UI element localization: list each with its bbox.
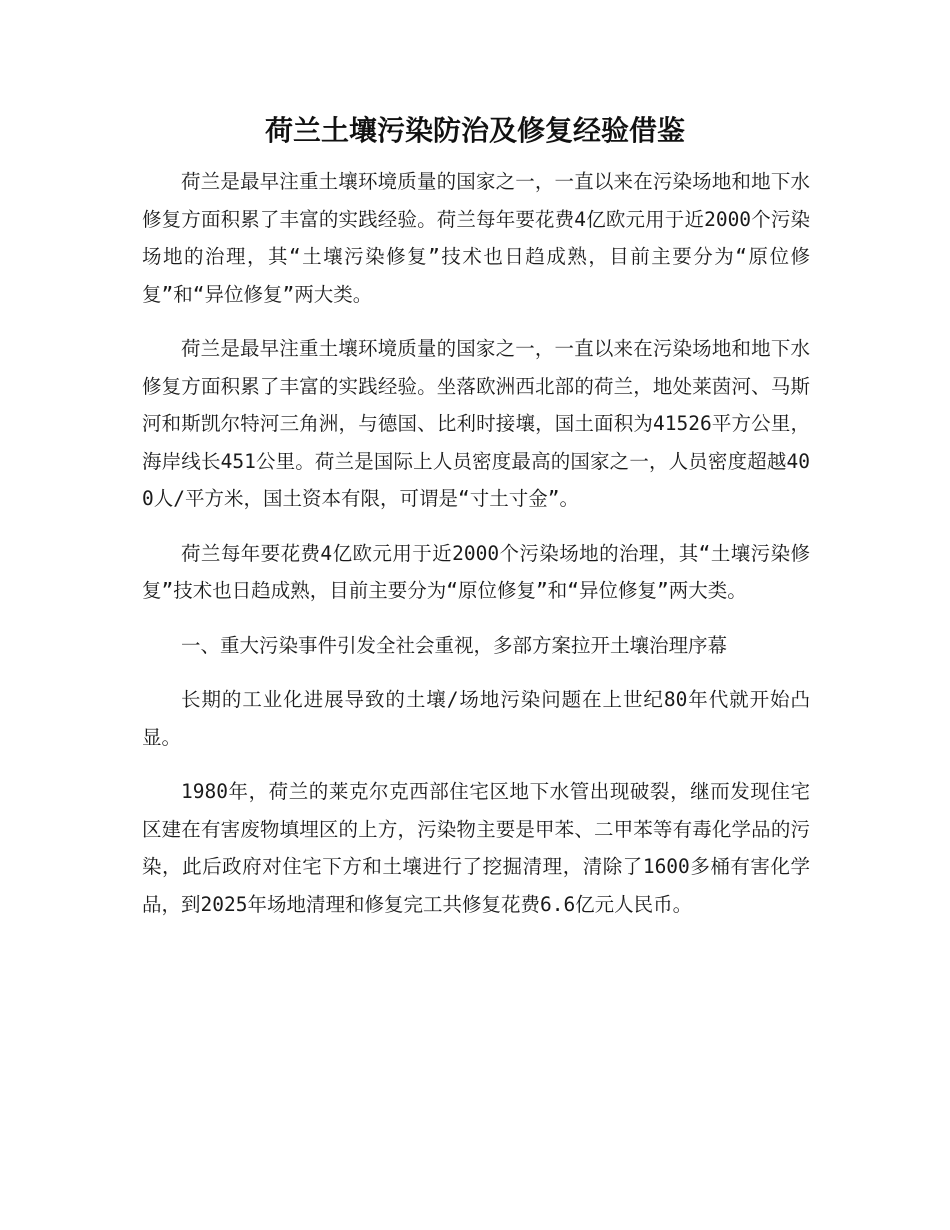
paragraph-spending: 荷兰每年要花费4亿欧元用于近2000个污染场地的治理，其“土壤污染修复”技术也日趋成熟，目前主要分为“原位修复”和“异位修复”两大类。 [142,541,810,602]
paragraph-history: 长期的工业化进展导致的土壤/场地污染问题在上世纪80年代就开始凸显。 [142,688,810,749]
paragraph-1980-event: 1980年，荷兰的莱克尔克西部住宅区地下水管出现破裂，继而发现住宅区建在有害废物填埋区的上方，污染物主要是甲苯、二甲苯等有毒化学品的污染，此后政府对住宅下方和土壤进行了挖掘清理，清除了1600多桶有害化学品，到2025年场地清理和修复完工共修复花费6.6亿元人民币。 [142,780,810,916]
document-title: 荷兰土壤污染防治及修复经验借鉴 [264,114,685,147]
section-heading: 一、重大污染事件引发全社会重视，多部方案拉开土壤治理序幕 [181,633,728,657]
paragraph-geography: 荷兰是最早注重土壤环境质量的国家之一，一直以来在污染场地和地下水修复方面积累了丰富的实践经验。坐落欧洲西北部的荷兰，地处莱茵河、马斯河和斯凯尔特河三角洲，与德国、比利时接壤，国土面积为41526平方公里，海岸线长451公里。荷兰是国际上人员密度最高的国家之一，人员密度超越400人/平方米，国土资本有限，可谓是“寸土寸金”。 [142,337,810,510]
paragraph-intro: 荷兰是最早注重土壤环境质量的国家之一，一直以来在污染场地和地下水修复方面积累了丰富的实践经验。荷兰每年要花费4亿欧元用于近2000个污染场地的治理，其“土壤污染修复”技术也日趋成熟，目前主要分为“原位修复”和“异位修复”两大类。 [142,170,810,306]
document-body [142,163,810,940]
